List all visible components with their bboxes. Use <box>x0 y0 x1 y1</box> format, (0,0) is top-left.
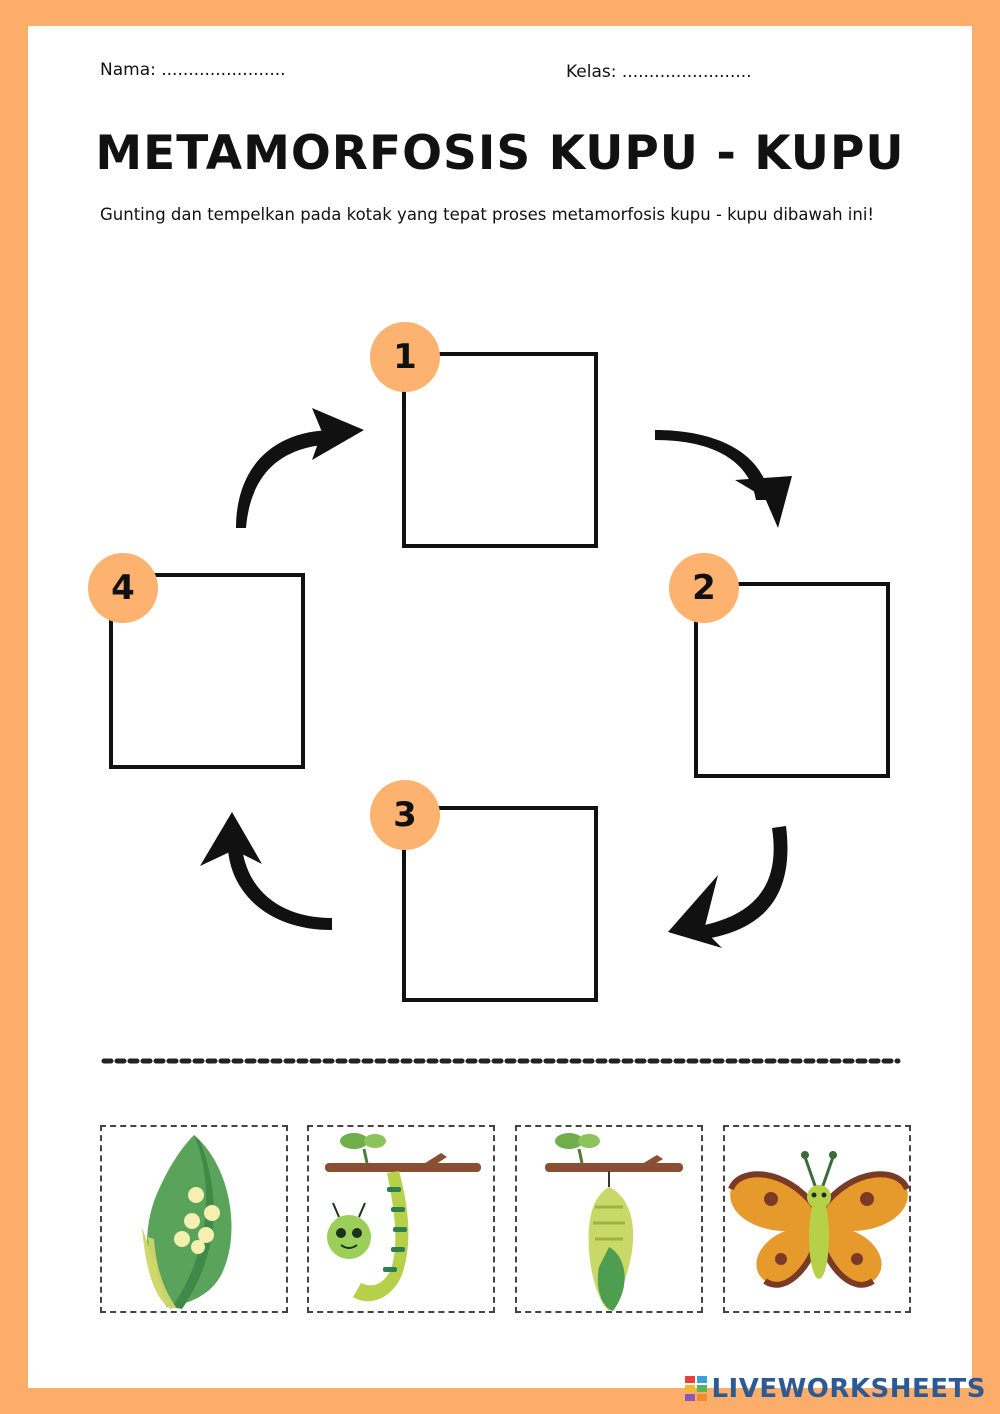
liveworksheets-logo-icon <box>685 1376 707 1402</box>
caterpillar-icon <box>309 1127 497 1315</box>
step-badge-4: 4 <box>88 553 158 623</box>
chrysalis-icon <box>517 1127 705 1315</box>
cut-line <box>100 1056 902 1066</box>
class-field[interactable]: Kelas: ........................ <box>566 62 752 82</box>
step-badge-1: 1 <box>370 322 440 392</box>
arrow-1-to-2-icon <box>655 430 792 528</box>
cut-card-chrysalis[interactable] <box>515 1125 703 1313</box>
cut-card-butterfly[interactable] <box>723 1125 911 1313</box>
arrow-4-to-1-icon <box>236 408 364 528</box>
step-badge-2: 2 <box>669 553 739 623</box>
butterfly-icon <box>725 1127 913 1315</box>
name-field[interactable]: Nama: ....................... <box>100 60 286 80</box>
arrow-2-to-3-icon <box>668 826 787 948</box>
cut-card-caterpillar[interactable] <box>307 1125 495 1313</box>
egg-leaf-icon <box>102 1127 290 1315</box>
page-title: METAMORFOSIS KUPU - KUPU <box>95 126 905 181</box>
arrow-3-to-4-icon <box>200 812 332 930</box>
cut-card-egg[interactable] <box>100 1125 288 1313</box>
brand-name: LIVEWORKSHEETS <box>711 1374 986 1404</box>
brand-logo <box>685 1374 986 1404</box>
step-badge-3: 3 <box>370 780 440 850</box>
instruction-text: Gunting dan tempelkan pada kotak yang tepat proses metamorfosis kupu - kupu dibawah ini! <box>100 205 875 224</box>
